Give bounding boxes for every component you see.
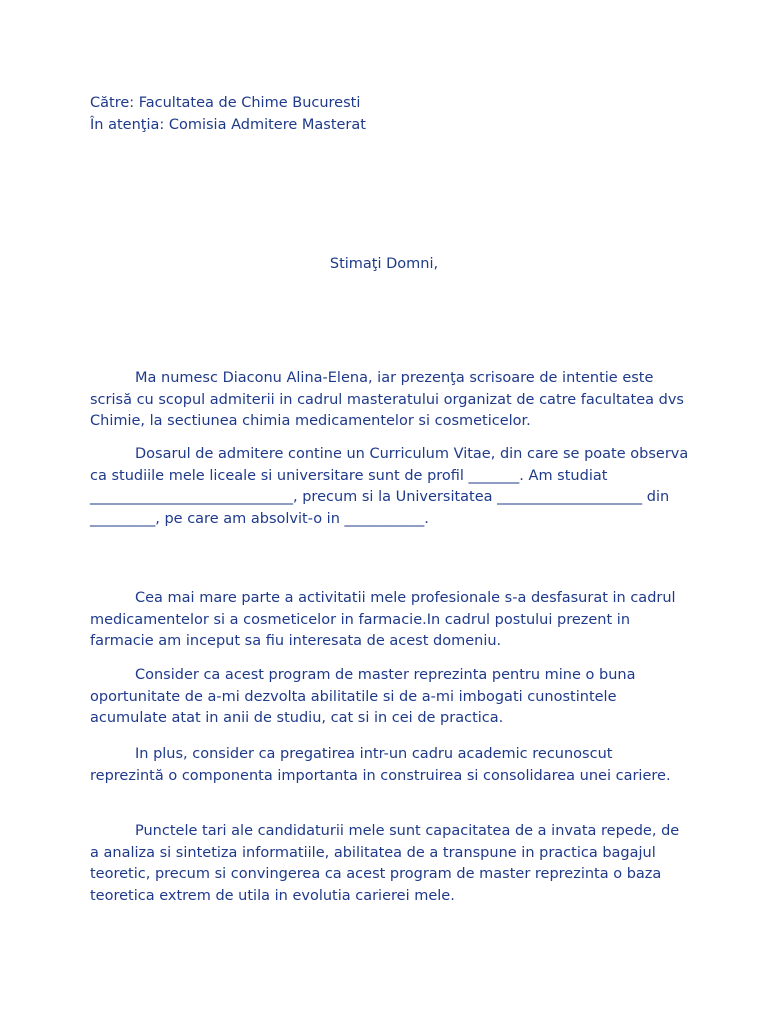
paragraph-academic: In plus, consider ca pregatirea intr-un cadru academic recunoscut reprezintă o componenta importanta in construirea si consolidarea unei cariere. — [90, 746, 671, 784]
paragraph-motivation: Consider ca acest program de master reprezinta pentru mine o buna oportunitate de a-mi dezvolta abilitatile si de a-mi imbogati cunostintele acumulate atat in anii de studiu, cat si in cei de practica. — [90, 667, 636, 727]
paragraph-strengths: Punctele tari ale candidaturii mele sunt capacitatea de a invata repede, de a analiza si sintetiza informatiile, abilitatea de a transpune in practica bagajul teoretic, precum si convingerea ca acest program de master reprezinta o baza teoretica extrem de utila in evolutia carierei mele. — [90, 823, 680, 904]
salutation: Stimaţi Domni, — [329, 256, 439, 272]
paragraph-dossier: Dosarul de admitere contine un Curriculum Vitae, din care se poate observa ca studiile mele liceale si universitare sunt de profil _______. Am studiat ____________________________, precum si la Universitatea ____________________ din _________, pe care am absolvit-o in ___________. — [90, 446, 689, 527]
recipient-line: Către: Facultatea de Chime Bucuresti — [90, 95, 361, 111]
paragraph-experience: Cea mai mare parte a activitatii mele profesionale s-a desfasurat in cadrul medicamentelor si a cosmeticelor in farmacie.In cadrul postului prezent in farmacie am inceput sa fiu interesata de acest domeniu. — [90, 590, 676, 650]
attention-line: În atenţia: Comisia Admitere Masterat — [90, 117, 366, 133]
paragraph-introduction: Ma numesc Diaconu Alina-Elena, iar prezenţa scrisoare de intentie este scrisă cu scopul admiterii in cadrul masteratului organizat de catre facultatea dvs Chimie, la sectiunea chimia medicamentelor si cosmeticelor. — [90, 370, 684, 430]
